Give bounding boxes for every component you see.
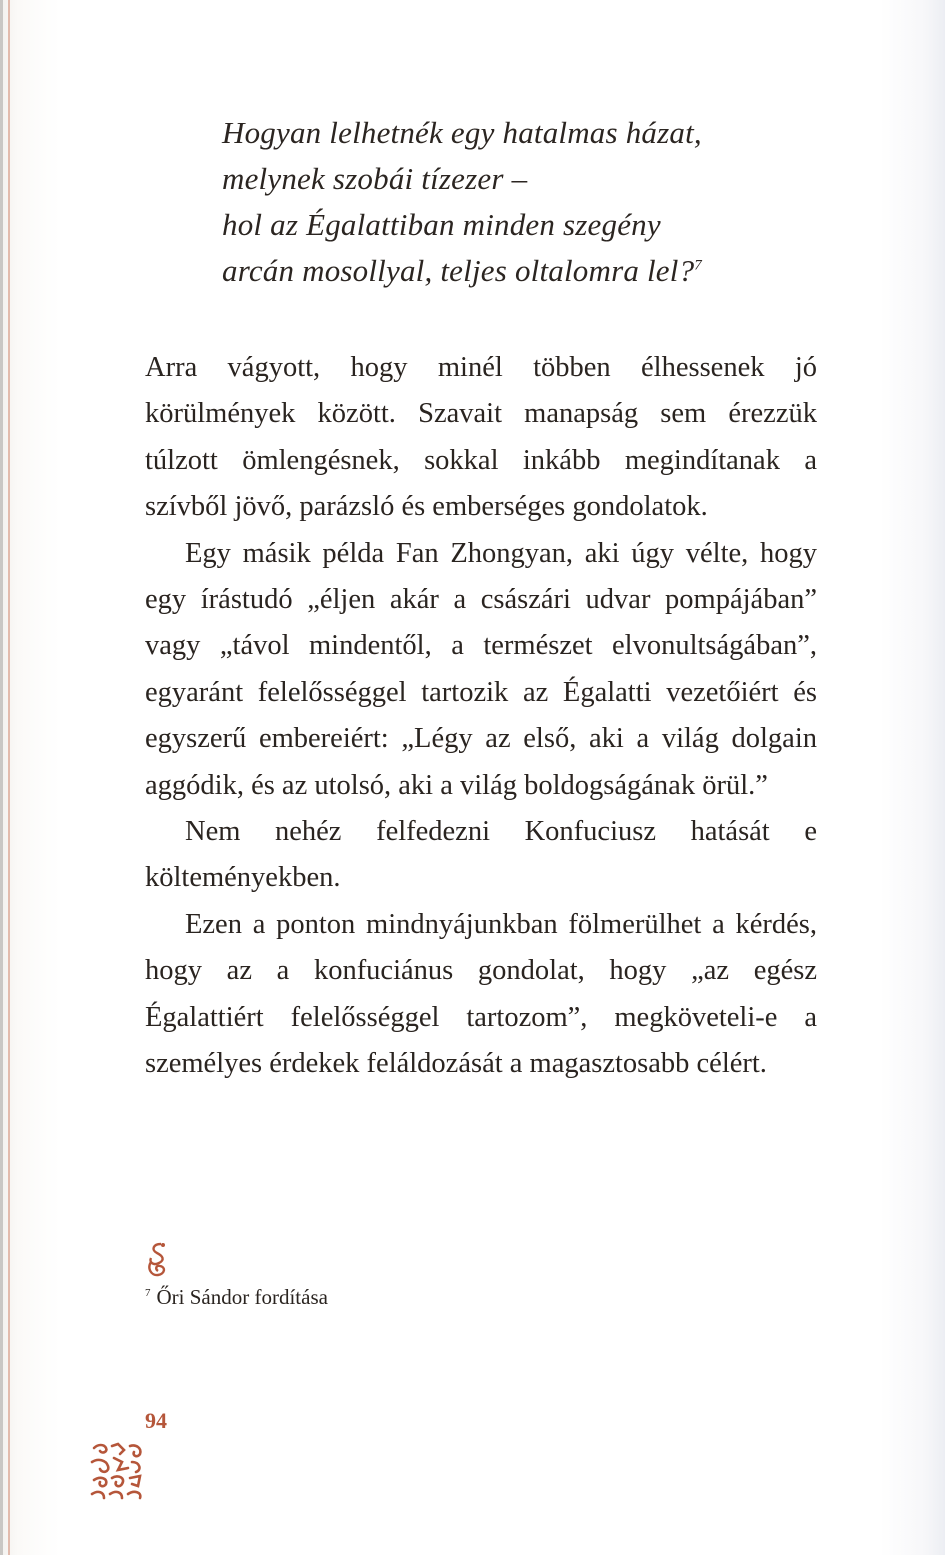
paragraph: Egy másik példa Fan Zhongyan, aki úgy vélte, hogy egy írástudó „éljen akár a császári udvar pompájában” vagy „távol mindentől, a természet elvonultságában”, egyaránt felelősséggel tartozik az Égalatti vezetőiért és egyszerű embereiért: „Légy az első, aki a világ dolgain aggódik, és az utolsó, aki a világ boldogságának örül.” bbox=[145, 537, 817, 801]
footnote-number: 7 bbox=[145, 1287, 151, 1299]
footnote-text: Őri Sándor fordítása bbox=[156, 1285, 328, 1309]
paragraph: Nem nehéz felfedezni Konfuciusz hatását e költeményekben. bbox=[145, 816, 817, 894]
body-text bbox=[145, 345, 817, 1088]
paragraph: Ezen a ponton mindnyájunkban fölmerülhet a kérdés, hogy az a konfuciánus gondolat, hogy „az egész Égalattiért felelősséggel tartozom”, megköveteli-e a személyes érdekek feláldozását a magasztosabb célért. bbox=[145, 908, 817, 1080]
poem-quote bbox=[222, 110, 782, 294]
poem-line: melynek szobái tízezer – bbox=[222, 161, 528, 196]
poem-line: Hogyan lelhetnék egy hatalmas házat, bbox=[222, 115, 702, 150]
footnote-reference[interactable]: 7 bbox=[694, 257, 702, 274]
page-edge bbox=[0, 0, 3, 1555]
page-edge-accent bbox=[8, 0, 10, 1555]
paragraph: Arra vágyott, hogy minél többen élhessenek jó körülmények között. Szavait manapság sem érezzük túlzott ömlengésnek, sokkal inkább megindítanak a szívből jövő, parázsló és emberséges gondolatok. bbox=[145, 352, 817, 523]
poem-line-last bbox=[222, 248, 782, 294]
poem-line: hol az Égalattiban minden szegény bbox=[222, 207, 661, 242]
page-number: 94 bbox=[145, 1408, 167, 1433]
footnote bbox=[145, 1285, 328, 1310]
section-ornament-icon bbox=[143, 1240, 173, 1280]
poem-line: arcán mosollyal, teljes oltalomra lel? bbox=[222, 253, 695, 288]
decorative-seal-icon bbox=[88, 1440, 146, 1502]
